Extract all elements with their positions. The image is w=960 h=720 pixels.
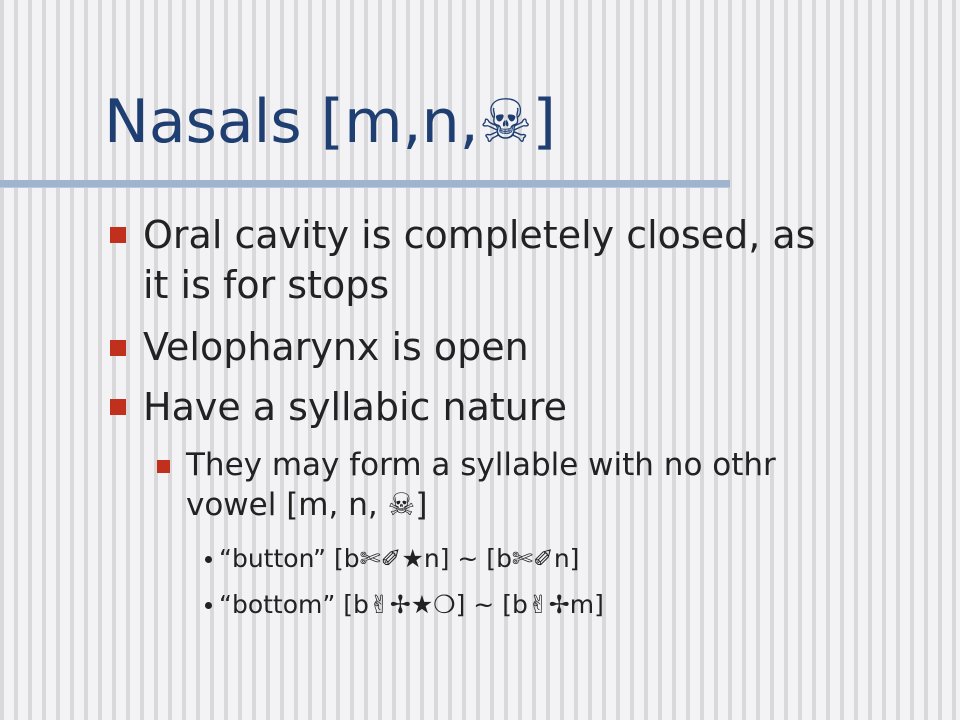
example-bottom: “bottom” [b✌✢★❍] ~ [b✌✢m] [219, 590, 604, 619]
bullet-text-line: Oral cavity is completely closed, as [143, 213, 816, 257]
sub-sub-bullet-item [219, 588, 604, 622]
sub-bullet-text-line: vowel [m, n, ☠] [186, 487, 428, 523]
example-button: “button” [b✄✐★n] ~ [b✄✐n] [219, 544, 580, 573]
sub-bullet-marker [157, 460, 170, 473]
sub-sub-bullet-item [219, 542, 579, 576]
bullet-marker [110, 399, 126, 415]
sub-sub-bullet-dot [205, 602, 212, 609]
bullet-item [143, 210, 815, 310]
bullet-text-line: Velopharynx is open [143, 325, 529, 369]
bullet-item [143, 382, 567, 432]
bullet-marker [110, 340, 126, 356]
slide-title: Nasals [m,n,☠] [104, 87, 556, 157]
bullet-text-line: it is for stops [143, 263, 390, 307]
bullet-text-line: Have a syllabic nature [143, 385, 568, 429]
sub-bullet-text-line: They may form a syllable with no othr [186, 447, 776, 483]
bullet-item [143, 322, 529, 372]
bullet-marker [110, 227, 126, 243]
sub-sub-bullet-dot [205, 556, 212, 563]
sub-bullet-item [186, 445, 776, 525]
